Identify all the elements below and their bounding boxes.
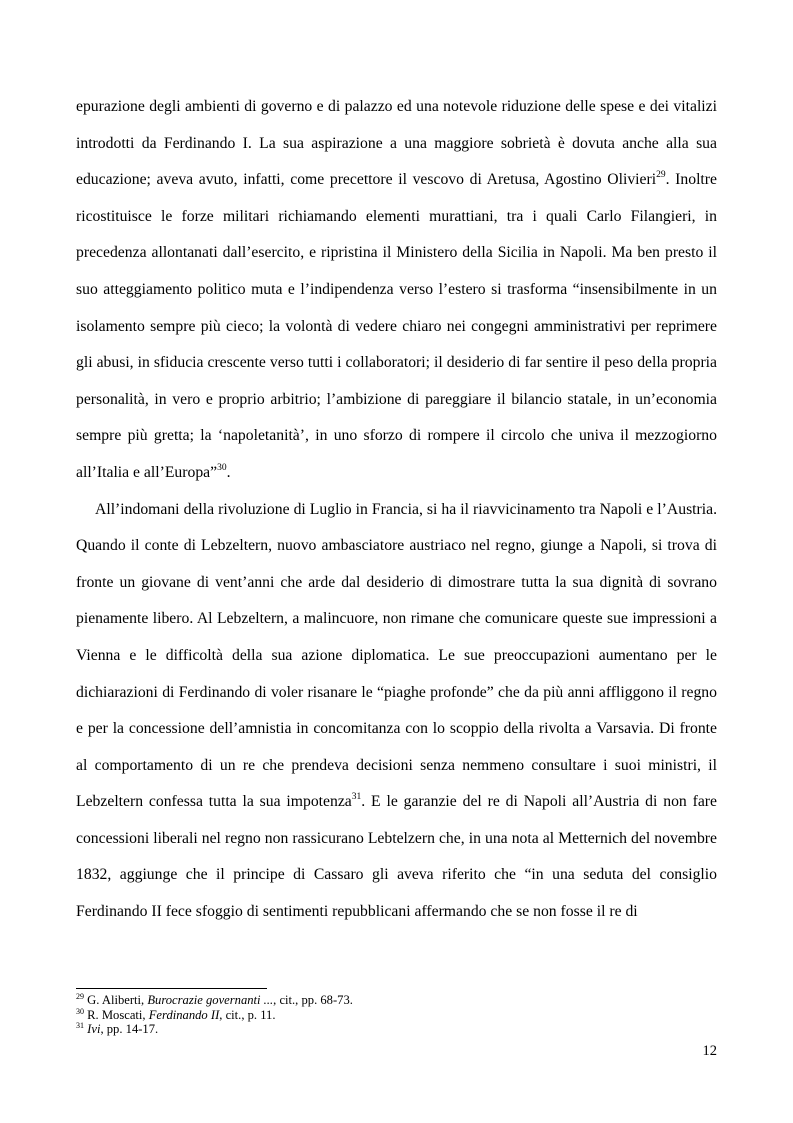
paragraph-2: All’indomani della rivoluzione di Luglio in Francia, si ha il riavvicinamento tra Napoli e l’Austria. Quando il conte di Lebzeltern, nuovo ambasciatore austriaco nel regno, giunge a Napoli, si trova di fronte un giovane di vent’anni che arde dal desiderio di dimostrare tutta la sua dignità di sovrano pienamente libero. Al Lebzeltern, a malincuore, non rimane che comunicare queste sue impressioni a Vienna e le difficoltà della sua azione diplomatica. Le sue preoccupazioni aumentano per le dichiarazioni di Ferdinando di voler risanare le “piaghe profonde” che da più anni affliggono il regno e per la concessione dell’amnistia in concomitanza con lo scoppio della rivolta a Varsavia. Di fronte al comportamento di un re che prendeva decisioni senza nemmeno consultare i suoi ministri, il Lebzeltern confessa tutta la sua impotenza$^{31}$. E le garanzie del re di Napoli all’Austria di non fare concessioni liberali nel regno non rassicurano Lebtelzern che, in una nota al Metternich del novembre 1832, aggiunge che il principe di Cassaro gli aveva riferito che “in una seduta del consiglio Ferdinando II fece sfoggio di sentimenti repubblicani affermando che se non fosse il re di: [76, 500, 717, 921]
paragraph-1: epurazione degli ambienti di governo e di palazzo ed una notevole riduzione delle spese e dei vitalizi introdotti da Ferdinando I. La sua aspirazione a una maggiore sobrietà è dovuta anche alla sua educazione; aveva avuto, infatti, come precettore il vescovo di Aretusa, Agostino Olivieri$^{29}$. Inoltre ricostituisce le forze militari richiamando elementi murattiani, tra i quali Carlo Filangieri, in precedenza allontanati dall’esercito, e ripristina il Ministero della Sicilia in Napoli. Ma ben presto il suo atteggiamento politico muta e l’indipendenza verso l’estero si trasforma “insensibilmente in un isolamento sempre più cieco; la volontà di vedere chiaro nei congegni amministrativi per reprimere gli abusi, in sfiducia crescente verso tutti i collaboratori; il desiderio di far sentire il peso della propria personalità, in vero e proprio arbitrio; l’ambizione di pareggiare il bilancio statale, in un’economia sempre più gretta; la ‘napoletanità’, in uno sforzo di rompere il circolo che univa il mezzogiorno all’Italia e all’Europa”$^{30}$.: [76, 98, 717, 481]
body-text: [76, 89, 717, 931]
footnote-29: $^{29}$ G. Aliberti, Burocrazie governanti ..., cit., pp. 68-73.: [76, 992, 353, 1007]
page-number: 12: [702, 1043, 717, 1059]
footnotes: [76, 988, 717, 1037]
footnote-number: 30: [76, 1006, 84, 1016]
footnote-30: $^{30}$ R. Moscati, Ferdinando II, cit., p. 11.: [76, 1006, 276, 1022]
footnote-separator: [76, 988, 267, 989]
footnote-31: $^{31}$ Ivi, pp. 14-17.: [76, 1021, 159, 1037]
footnote-number: 29: [76, 992, 84, 1001]
footnote-ref-30[interactable]: 30: [217, 462, 227, 473]
footnote-ref-31[interactable]: 31: [351, 792, 362, 803]
footnote-ref-29[interactable]: 29: [656, 170, 666, 181]
footnote-number: 31: [76, 1021, 84, 1031]
